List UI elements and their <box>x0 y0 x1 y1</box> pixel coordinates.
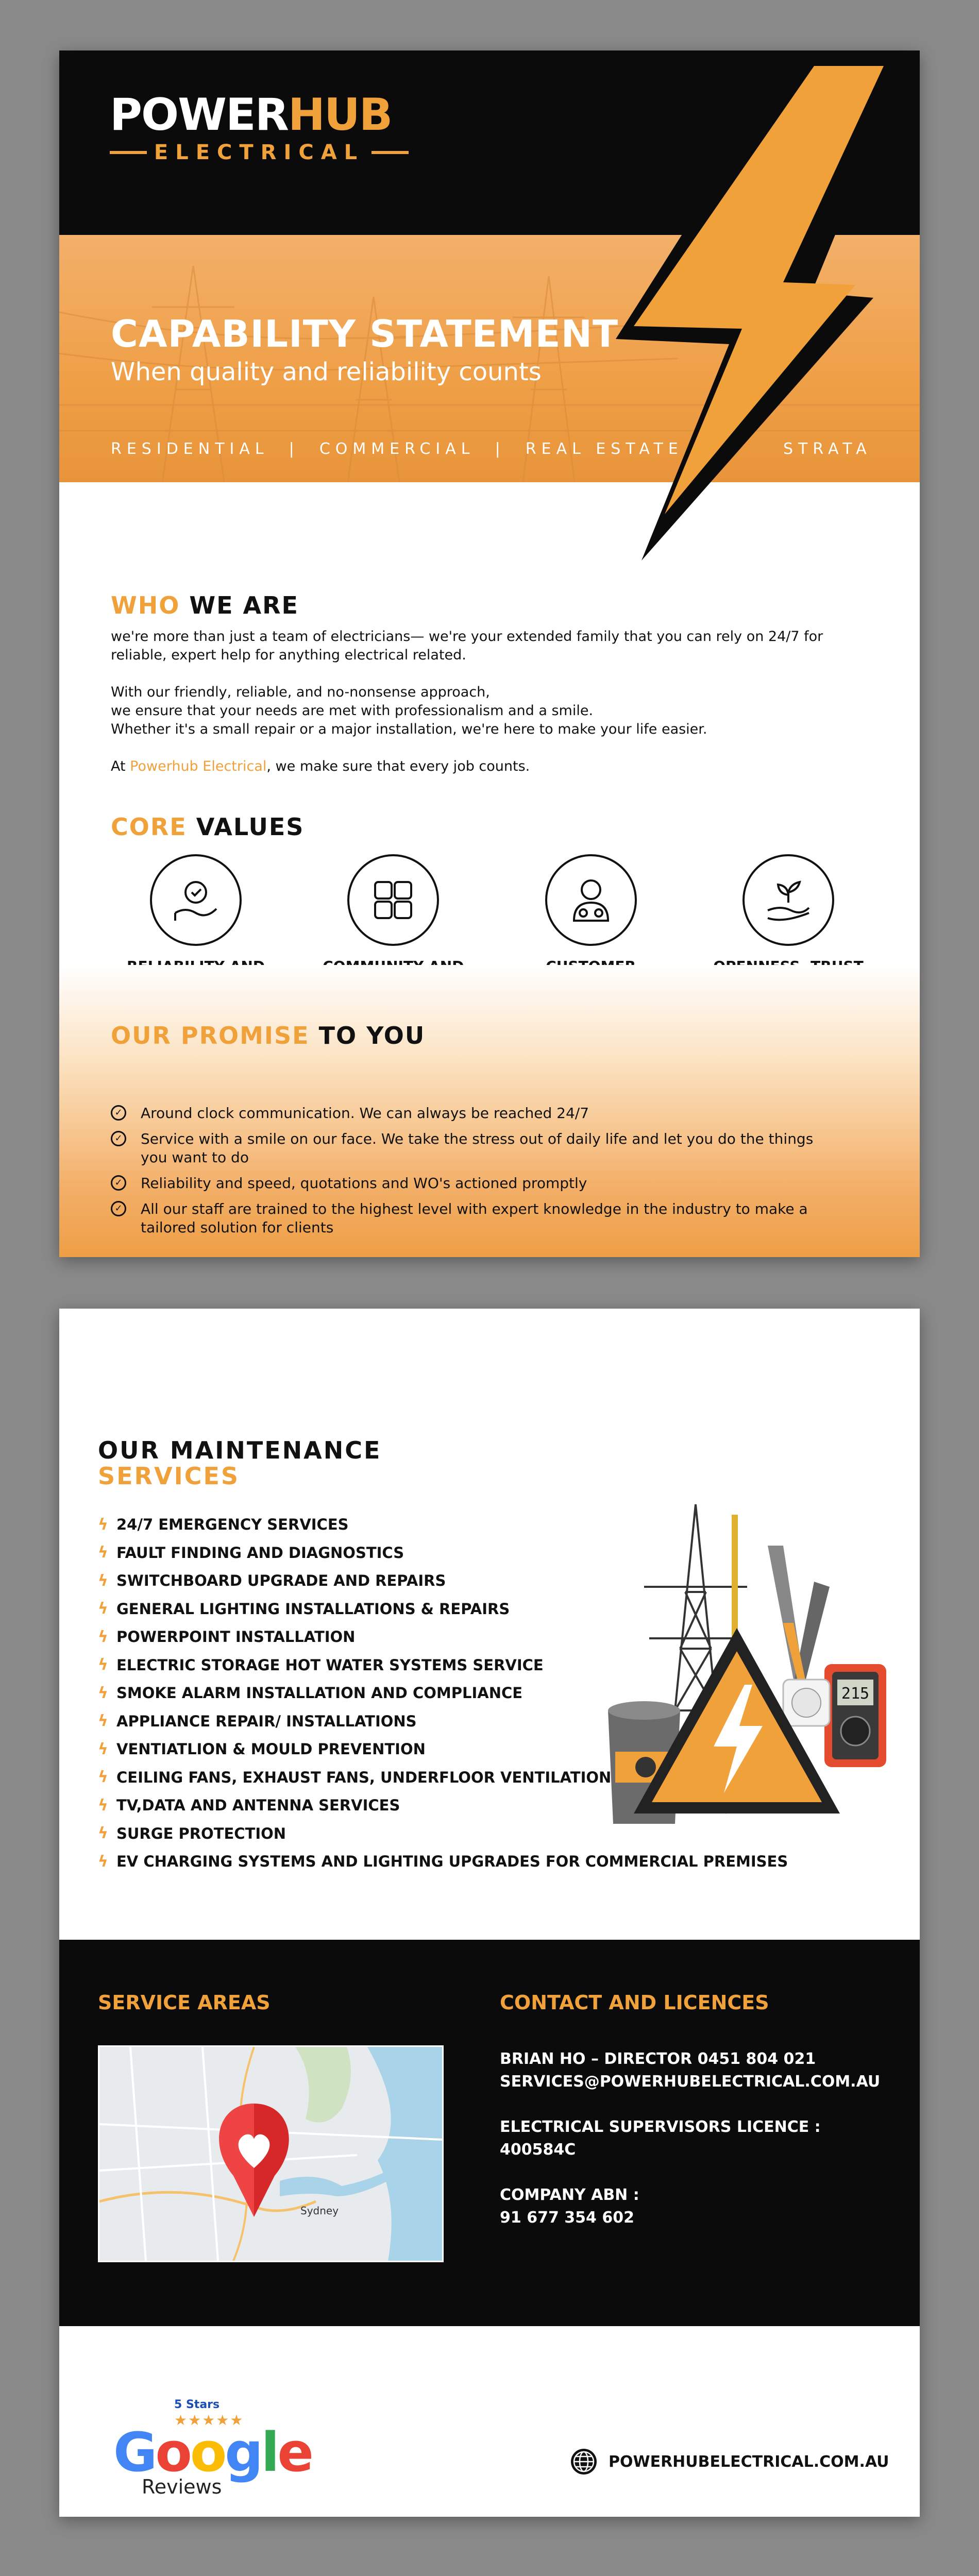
bolt-icon: ϟ <box>98 1600 108 1618</box>
hand-plant-icon <box>742 854 834 946</box>
bolt-icon: ϟ <box>98 1515 108 1534</box>
bolt-icon: ϟ <box>98 1571 108 1590</box>
promise-heading: OUR PROMISE TO YOU <box>111 1022 426 1049</box>
core-values-heading: CORE VALUES <box>111 813 305 841</box>
services-page <box>59 1309 920 2517</box>
maintenance-heading: OUR MAINTENANCE SERVICES <box>98 1436 382 1490</box>
promise-item: ✓ All our staff are trained to the highest level with expert knowledge in the industry to make a tailored solution for clients <box>111 1200 832 1237</box>
service-item: ϟ 24/7 EMERGENCY SERVICES <box>98 1515 349 1534</box>
logo-word-power: POWER <box>110 89 288 141</box>
stars-label: 5 Stars <box>174 2398 220 2411</box>
check-circle-icon: ✓ <box>111 1131 126 1146</box>
check-circle-icon: ✓ <box>111 1105 126 1121</box>
service-area-map <box>98 2045 444 2262</box>
service-areas-heading: SERVICE AREAS <box>98 1991 271 2014</box>
promise-item: ✓ Service with a smile on our face. We take the stress out of daily life and let you do the things you want to do <box>111 1130 832 1167</box>
customer-icon <box>545 854 637 946</box>
service-item: ϟ EV CHARGING SYSTEMS AND LIGHTING UPGRADES FOR COMMERCIAL PREMISES <box>98 1852 788 1871</box>
service-item: ϟ CEILING FANS, EXHAUST FANS, UNDERFLOOR VENTILATION <box>98 1768 612 1787</box>
promise-list <box>111 1104 832 1244</box>
service-item: ϟ ELECTRIC STORAGE HOT WATER SYSTEMS SERVICE <box>98 1656 544 1674</box>
reviews-label: Reviews <box>142 2476 222 2498</box>
service-item: ϟ POWERPOINT INSTALLATION <box>98 1628 356 1646</box>
service-item: ϟ APPLIANCE REPAIR/ INSTALLATIONS <box>98 1712 417 1731</box>
service-item: ϟ SWITCHBOARD UPGRADE AND REPAIRS <box>98 1571 446 1590</box>
globe-icon <box>569 2447 598 2476</box>
capability-subtitle: When quality and reliability counts <box>111 358 542 386</box>
check-circle-icon: ✓ <box>111 1201 126 1216</box>
service-item: ϟ SURGE PROTECTION <box>98 1824 286 1843</box>
capability-page <box>59 50 920 1257</box>
medal-hand-icon <box>150 854 242 946</box>
logo-word-hub: HUB <box>288 89 392 141</box>
brand-mention: Powerhub Electrical <box>130 758 267 774</box>
google-wordmark: Google <box>113 2421 312 2484</box>
bolt-icon: ϟ <box>98 1684 108 1702</box>
director-phone: BRIAN HO – DIRECTOR 0451 804 021 <box>500 2050 816 2068</box>
bolt-icon: ϟ <box>98 1712 108 1731</box>
five-stars-icon: ★★★★★ <box>174 2412 244 2429</box>
service-item: ϟ SMOKE ALARM INSTALLATION AND COMPLIANCE <box>98 1684 523 1702</box>
electrical-tools-illustration <box>598 1494 886 1834</box>
promise-item: ✓ Reliability and speed, quotations and WO's actioned promptly <box>111 1174 832 1193</box>
service-item: ϟ VENTIATLION & MOULD PREVENTION <box>98 1740 426 1758</box>
bolt-icon: ϟ <box>98 1656 108 1674</box>
sector-list: RESIDENTIAL | COMMERCIAL | REAL ESTATE <box>111 440 683 458</box>
bolt-icon: ϟ <box>98 1628 108 1646</box>
contact-details: BRIAN HO – DIRECTOR 0451 804 021 SERVICES@POWERHUBELECTRICAL.COM.AU ELECTRICAL SUPERVISORS LICENCE : 400584C COMPANY ABN : 91 677 354 602 <box>500 2048 880 2229</box>
bolt-icon: ϟ <box>98 1544 108 1562</box>
contact-heading: CONTACT AND LICENCES <box>500 1991 769 2014</box>
website-url[interactable]: POWERHUBELECTRICAL.COM.AU <box>609 2452 889 2471</box>
google-reviews-badge <box>113 2398 312 2498</box>
lightning-bolt-icon <box>59 50 920 566</box>
check-circle-icon: ✓ <box>111 1175 126 1191</box>
logo-tagline: ELECTRICAL <box>154 141 365 164</box>
bolt-icon: ϟ <box>98 1824 108 1843</box>
bolt-icon: ϟ <box>98 1768 108 1787</box>
licence-number: 400584C <box>500 2141 576 2159</box>
multimeter-display: 215 <box>841 1685 870 1703</box>
who-we-are-text: we're more than just a team of electricians— we're your extended family that you can rely on 24/7 for reliable, expert help for anything electrical related. With our friendly, reliable, and no-nonsense approach, we ensure that your needs are met with professionalism and a smile. Whether it's a small repair or a major installation, we're here to make your life easier. At Powerhub Electrical, we make sure that every job counts. <box>111 629 823 774</box>
bolt-icon: ϟ <box>98 1852 108 1871</box>
service-item: ϟ GENERAL LIGHTING INSTALLATIONS & REPAIRS <box>98 1600 510 1618</box>
bolt-icon: ϟ <box>98 1740 108 1758</box>
contact-email: SERVICES@POWERHUBELECTRICAL.COM.AU <box>500 2073 881 2091</box>
website-link[interactable] <box>569 2447 889 2476</box>
abn-number: 91 677 354 602 <box>500 2209 634 2227</box>
map-city-label: Sydney <box>300 2205 339 2217</box>
service-item: ϟ TV,DATA AND ANTENNA SERVICES <box>98 1796 400 1815</box>
joined-hands-icon <box>347 854 439 946</box>
who-we-are-heading: WHO WE ARE <box>111 591 299 619</box>
capability-title: CAPABILITY STATEMENT <box>111 312 619 355</box>
sector-strata: STRATA <box>783 440 872 458</box>
service-item: ϟ FAULT FINDING AND DIAGNOSTICS <box>98 1544 404 1562</box>
bolt-icon: ϟ <box>98 1796 108 1815</box>
promise-item: ✓ Around clock communication. We can always be reached 24/7 <box>111 1104 832 1123</box>
